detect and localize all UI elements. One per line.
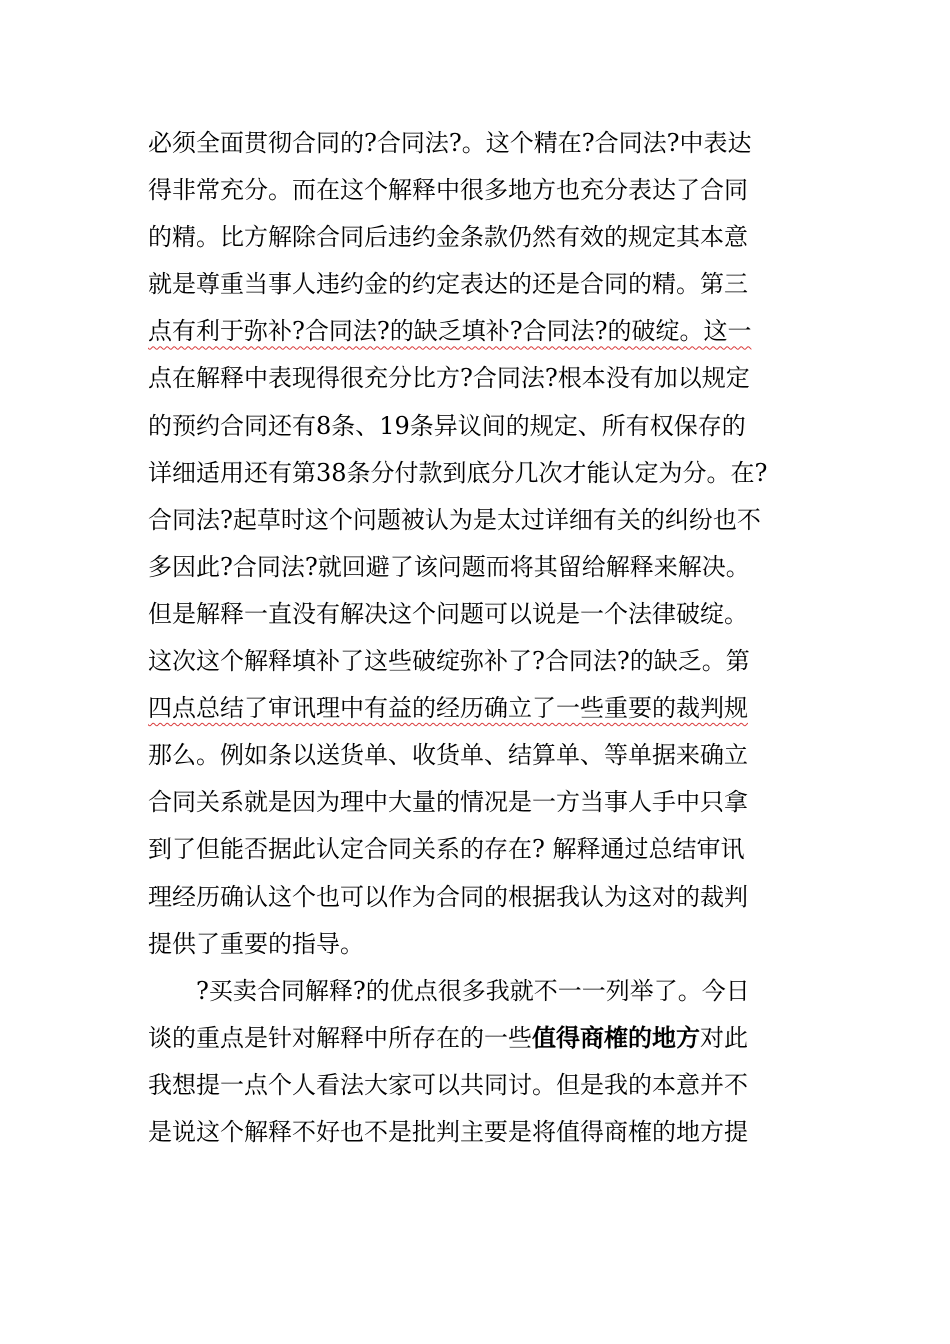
text-line-spellcheck: 点有利于弥补?合同法?的缺乏填补?合同法?的破绽。这一 xyxy=(148,317,752,346)
text-line: 那么。例如条以送货单、收货单、结算单、等单据来确立 xyxy=(148,741,748,770)
text-line: 多因此?合同法?就回避了该问题而将其留给解释来解决。 xyxy=(148,552,750,581)
text-line: 提供了重要的指导。 xyxy=(148,929,364,958)
text-line: 理经历确认这个也可以作为合同的根据我认为这对的裁判 xyxy=(148,882,748,911)
paragraph-start-line: ?买卖合同解释?的优点很多我就不一一列举了。今日 xyxy=(196,976,750,1005)
text-line: 详细适用还有第38条分付款到底分几次才能认定为分。在? xyxy=(148,458,768,487)
text-line: 的预约合同还有8条、19条异议间的规定、所有权保存的 xyxy=(148,411,746,440)
text-line: 到了但能否据此认定合同关系的存在? 解释通过总结审讯 xyxy=(148,835,745,864)
text-line: 合同关系就是因为理中大量的情况是一方当事人手中只拿 xyxy=(148,788,748,817)
text-line: 得非常充分。而在这个解释中很多地方也充分表达了合同 xyxy=(148,176,748,205)
text-line: 是说这个解释不好也不是批判主要是将值得商榷的地方提 xyxy=(148,1117,748,1146)
text-line: 合同法?起草时这个问题被认为是太过详细有关的纠纷也不 xyxy=(148,505,761,534)
text-line-with-emphasis xyxy=(148,1015,808,1062)
text-line: 我想提一点个人看法大家可以共同讨。但是我的本意并不 xyxy=(148,1070,748,1099)
text-line: 但是解释一直没有解决这个问题可以说是一个法律破绽。 xyxy=(148,599,748,628)
body-text xyxy=(148,120,808,1156)
text-segment: 对此 xyxy=(700,1023,748,1052)
text-line-spellcheck: 四点总结了审讯理中有益的经历确立了一些重要的裁判规 xyxy=(148,694,748,723)
text-line: 就是尊重当事人违约金的约定表达的还是合同的精。第三 xyxy=(148,270,748,299)
bold-emphasis: 值得商榷的地方 xyxy=(532,1023,700,1052)
text-segment: 谈的重点是针对解释中所存在的一些 xyxy=(148,1023,532,1052)
text-line: 这次这个解释填补了这些破绽弥补了?合同法?的缺乏。第 xyxy=(148,647,750,676)
text-line: 必须全面贯彻合同的?合同法?。这个精在?合同法?中表达 xyxy=(148,129,752,157)
text-line: 点在解释中表现得很充分比方?合同法?根本没有加以规定 xyxy=(148,364,750,393)
text-line: 的精。比方解除合同后违约金条款仍然有效的规定其本意 xyxy=(148,223,748,252)
